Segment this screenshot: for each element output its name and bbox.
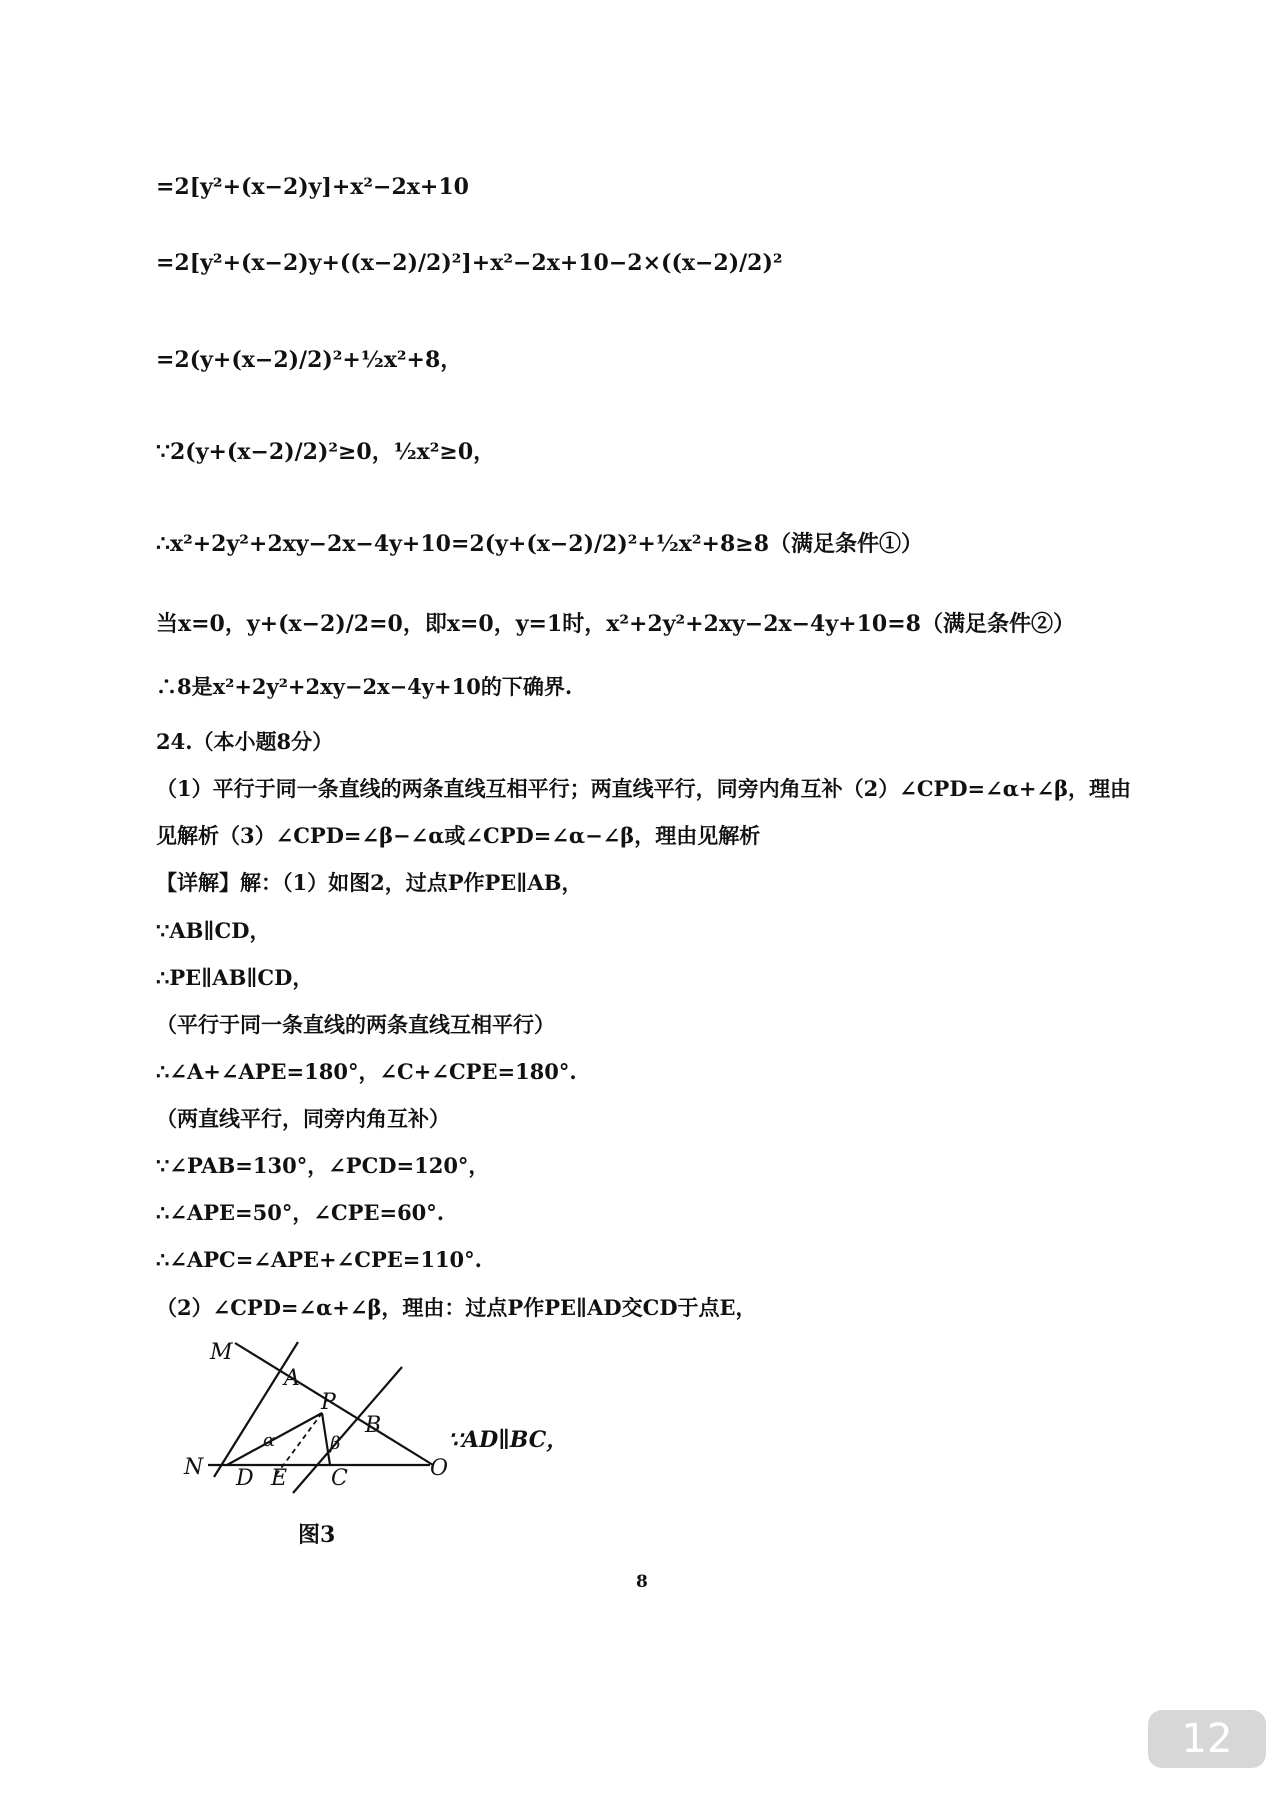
detail-line-7: ∵∠PAB=130°，∠PCD=120°， xyxy=(156,1153,490,1178)
label-p: P xyxy=(321,1390,336,1415)
angle-alpha: α xyxy=(263,1430,276,1451)
label-e: E xyxy=(271,1466,288,1491)
figure-side-text: ∵AD∥BC， xyxy=(448,1427,569,1453)
page-indicator-badge[interactable]: 12 xyxy=(1148,1710,1266,1768)
solution-line-2: =2[y²+(x−2)y+((x−2)/2)²]+x²−2x+10−2×((x−2)/2)² xyxy=(156,250,783,276)
figure-caption: 图3 xyxy=(298,1522,336,1548)
answer-line-1: （1）平行于同一条直线的两条直线互相平行；两直线平行，同旁内角互补（2）∠CPD=∠α+∠β，理由 xyxy=(156,776,1132,801)
page-number: 8 xyxy=(636,1572,648,1592)
angle-beta: β xyxy=(330,1433,341,1454)
label-b: B xyxy=(365,1413,382,1438)
detail-line-8: ∴∠APE=50°，∠CPE=60°. xyxy=(156,1200,445,1225)
detail-line-1: 【详解】解：（1）如图2，过点P作PE∥AB， xyxy=(156,870,583,895)
label-a: A xyxy=(284,1366,300,1391)
solution-line-4: ∵2(y+(x−2)/2)²≥0，½x²≥0， xyxy=(156,439,496,465)
solution-line-1: =2[y²+(x−2)y]+x²−2x+10 xyxy=(156,174,469,200)
detail-line-5: ∴∠A+∠APE=180°，∠C+∠CPE=180°. xyxy=(156,1059,577,1084)
answer-line-2: 见解析（3）∠CPD=∠β−∠α或∠CPD=∠α−∠β，理由见解析 xyxy=(156,823,761,848)
label-c: C xyxy=(331,1466,348,1491)
label-o: O xyxy=(430,1456,449,1481)
detail-line-10: （2）∠CPD=∠α+∠β，理由：过点P作PE∥AD交CD于点E， xyxy=(156,1295,757,1320)
solution-line-6: 当x=0，y+(x−2)/2=0，即x=0，y=1时，x²+2y²+2xy−2x−4y+10=8（满足条件②） xyxy=(156,611,1075,637)
label-d: D xyxy=(236,1466,254,1491)
detail-line-6: （两直线平行，同旁内角互补） xyxy=(156,1106,450,1131)
detail-line-4: （平行于同一条直线的两条直线互相平行） xyxy=(156,1012,555,1037)
detail-line-9: ∴∠APC=∠APE+∠CPE=110°. xyxy=(156,1247,482,1272)
solution-line-5: ∴x²+2y²+2xy−2x−4y+10=2(y+(x−2)/2)²+½x²+8≥8（满足条件①） xyxy=(156,531,924,557)
solution-line-7: ∴8是x²+2y²+2xy−2x−4y+10的下确界. xyxy=(156,674,573,699)
detail-line-2: ∵AB∥CD， xyxy=(156,918,271,943)
label-m: M xyxy=(210,1340,233,1365)
solution-line-3: =2(y+(x−2)/2)²+½x²+8， xyxy=(156,347,463,373)
detail-line-3: ∴PE∥AB∥CD， xyxy=(156,965,314,990)
question-24-heading: 24.（本小题8分） xyxy=(156,729,334,754)
label-n: N xyxy=(184,1455,204,1480)
geometry-figure-3 xyxy=(180,1335,650,1505)
